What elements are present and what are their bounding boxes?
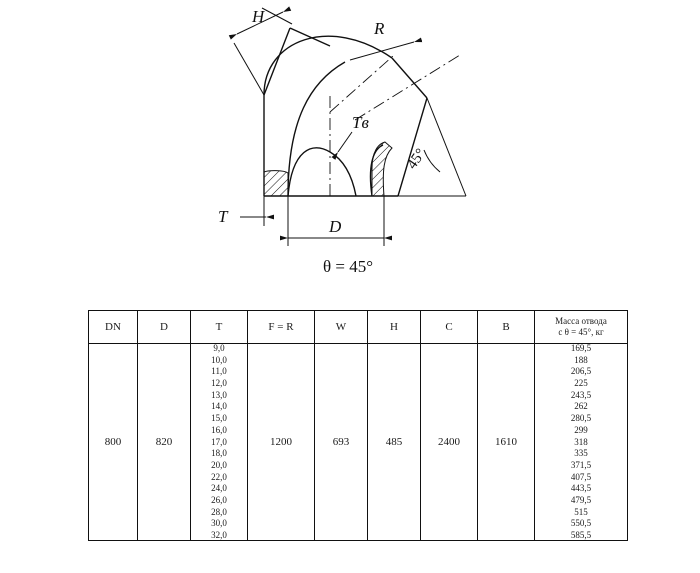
t-value: 32,0: [211, 530, 227, 540]
mass-header-line2: с θ = 45°, кг: [558, 327, 604, 337]
t-value: 12,0: [211, 378, 227, 389]
column-header-h: H: [368, 311, 421, 344]
cell-b: 1610: [478, 344, 535, 541]
mass-value: 550,5: [570, 518, 592, 529]
spec-table: [88, 310, 628, 541]
label-tv: Tв: [352, 113, 369, 132]
t-value: 14,0: [211, 401, 227, 412]
label-angle-45: 45°: [404, 145, 430, 173]
t-value: 15,0: [211, 413, 227, 424]
column-header-b: B: [478, 311, 535, 344]
t-value: 16,0: [211, 424, 227, 435]
column-header-f: F = R: [248, 311, 315, 344]
cell-mass-list: [535, 344, 628, 541]
cell-t-list: [191, 344, 248, 541]
cell-h: 485: [368, 344, 421, 541]
mass-value: 515: [574, 506, 588, 517]
t-value: 22,0: [211, 471, 227, 482]
cell-f: 1200: [248, 344, 315, 541]
t-value: 28,0: [211, 506, 227, 517]
cell-c: 2400: [421, 344, 478, 541]
dimension-tv: [338, 132, 352, 152]
mass-value: 407,5: [570, 471, 592, 482]
mass-value: 371,5: [570, 459, 592, 470]
mass-value: 280,5: [570, 413, 592, 424]
mass-value: 225: [574, 378, 588, 389]
mass-value: 243,5: [570, 389, 592, 400]
t-value: 11,0: [211, 366, 227, 377]
diagram-caption: θ = 45°: [322, 257, 374, 276]
t-value: 30,0: [211, 518, 227, 529]
column-header-mass: [535, 311, 628, 344]
t-value: 18,0: [211, 448, 227, 459]
mass-value: 206,5: [570, 366, 592, 377]
column-header-w: W: [315, 311, 368, 344]
table-header-row: [89, 311, 628, 344]
cell-d: 820: [138, 344, 191, 541]
mass-value: 585,5: [570, 530, 592, 540]
label-r: R: [374, 19, 385, 38]
spec-table-container: [88, 310, 618, 541]
t-value: 13,0: [211, 389, 227, 400]
t-value: 17,0: [211, 436, 227, 447]
column-header-c: C: [421, 311, 478, 344]
t-value-list: [191, 344, 247, 540]
mass-value-list: [535, 344, 627, 540]
mass-value: 443,5: [570, 483, 592, 494]
mass-value: 479,5: [570, 494, 592, 505]
mass-header-line1: Масса отвода: [555, 315, 607, 326]
label-t: T: [218, 207, 228, 226]
column-header-t: T: [191, 311, 248, 344]
t-value: 26,0: [211, 494, 227, 505]
mass-value: 318: [574, 436, 588, 447]
dimension-r: [350, 42, 414, 60]
label-d: D: [329, 217, 342, 236]
cell-w: 693: [315, 344, 368, 541]
mass-value: 262: [574, 401, 588, 412]
column-header-d: D: [138, 311, 191, 344]
label-h: H: [252, 7, 265, 26]
dimension-t: [240, 196, 288, 246]
elbow-outline: [264, 28, 430, 196]
cell-dn: 800: [89, 344, 138, 541]
t-value: 24,0: [211, 483, 227, 494]
mass-value: 299: [574, 424, 588, 435]
angle-construction: [398, 98, 466, 196]
mass-value: 335: [574, 448, 588, 459]
t-value: 9,0: [213, 343, 225, 353]
t-value: 10,0: [211, 354, 227, 365]
mass-value: 188: [574, 354, 588, 365]
table-row: [89, 344, 628, 541]
t-value: 20,0: [211, 459, 227, 470]
column-header-dn: DN: [89, 311, 138, 344]
mass-value: 169,5: [570, 343, 592, 353]
